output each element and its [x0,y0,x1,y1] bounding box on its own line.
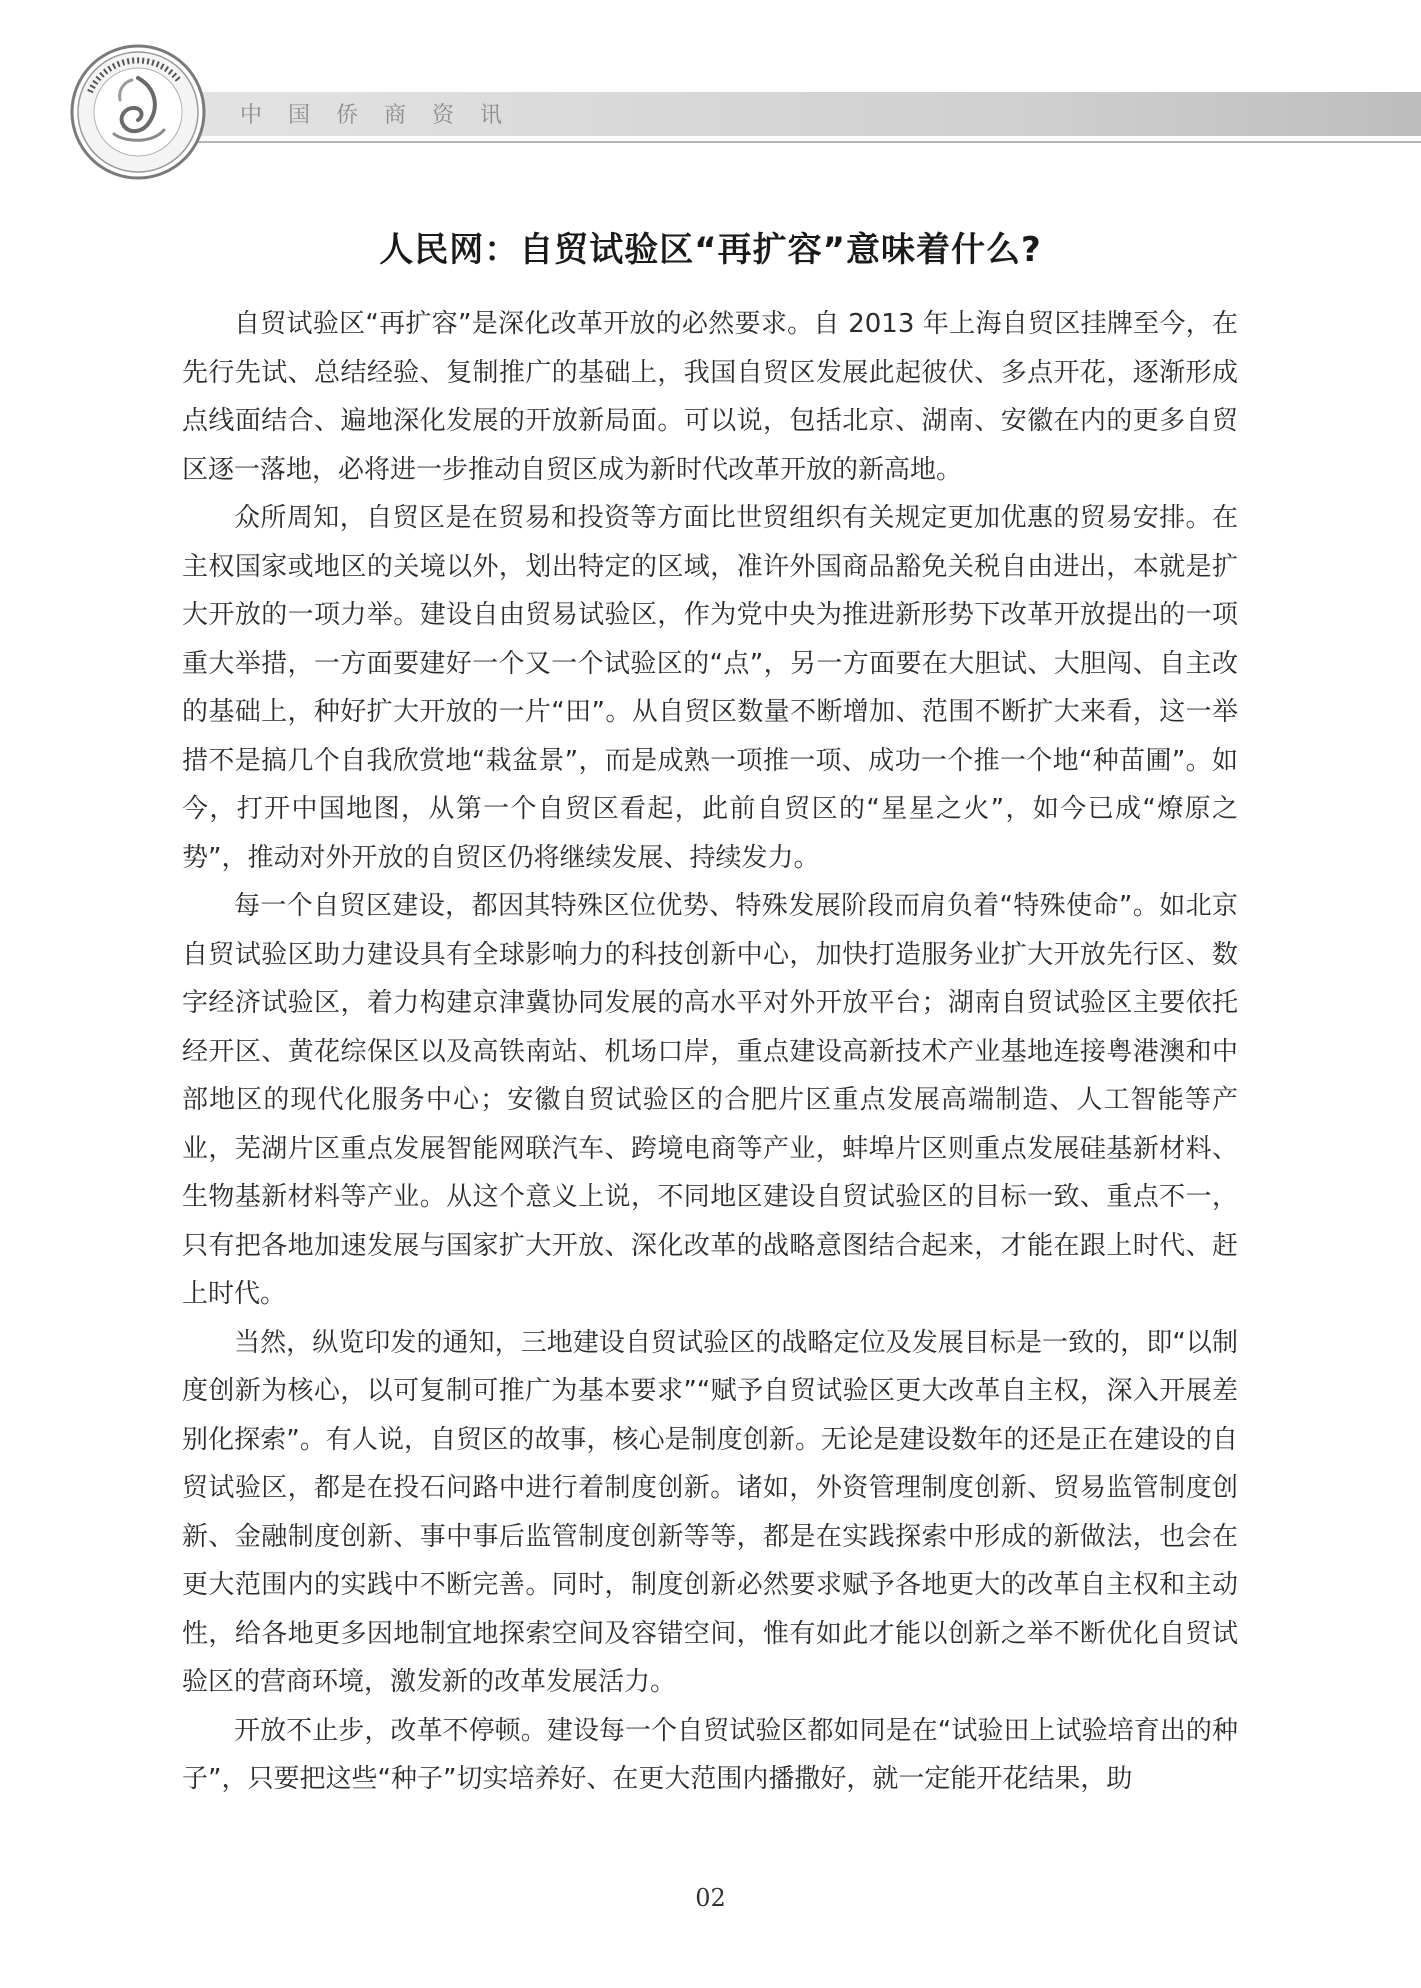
paragraph: 众所周知，自贸区是在贸易和投资等方面比世贸组织有关规定更加优惠的贸易安排。在主权国家或地区的关境以外，划出特定的区域，准许外国商品豁免关税自由进出，本就是扩大开放的一项力举。建设自由贸易试验区，作为党中央为推进新形势下改革开放提出的一项重大举措，一方面要建好一个又一个试验区的“点”，另一方面要在大胆试、大胆闯、自主改的基础上，种好扩大开放的一片“田”。从自贸区数量不断增加、范围不断扩大来看，这一举措不是搞几个自我欣赏地“栽盆景”，而是成熟一项推一项、成功一个推一个地“种苗圃”。如今，打开中国地图，从第一个自贸区看起，此前自贸区的“星星之火”，如今已成“燎原之势”，推动对外开放的自贸区仍将继续发展、持续发力。 [182,503,1238,873]
page-number: 02 [695,1884,726,1912]
publication-title: 中国侨商资讯 [240,103,529,128]
paragraph: 每一个自贸区建设，都因其特殊区位优势、特殊发展阶段而肩负着“特殊使命”。如北京自贸试验区助力建设具有全球影响力的科技创新中心，加快打造服务业扩大开放先行区、数字经济试验区，着力构建京津冀协同发展的高水平对外开放平台；湖南自贸试验区主要依托经开区、黄花综保区以及高铁南站、机场口岸，重点建设高新技术产业基地连接粤港澳和中部地区的现代化服务中心；安徽自贸试验区的合肥片区重点发展高端制造、人工智能等产业，芜湖片区重点发展智能网联汽车、跨境电商等产业，蚌埠片区则重点发展硅基新材料、生物基新材料等产业。从这个意义上说，不同地区建设自贸试验区的目标一致、重点不一，只有把各地加速发展与国家扩大开放、深化改革的战略意图结合起来，才能在跟上时代、赶上时代。 [182,891,1238,1309]
logo-emblem-icon [68,42,208,182]
paragraph: 自贸试验区“再扩容”是深化改革开放的必然要求。自 2013 年上海自贸区挂牌至今，在先行先试、总结经验、复制推广的基础上，我国自贸区发展此起彼伏、多点开花，逐渐形成点线面结合、遍地深化发展的开放新局面。可以说，包括北京、湖南、安徽在内的更多自贸区逐一落地，必将进一步推动自贸区成为新时代改革开放的新高地。 [182,309,1238,485]
header-divider [150,141,1421,143]
paragraph: 开放不止步，改革不停顿。建设每一个自贸试验区都如同是在“试验田上试验培育出的种子”，只要把这些“种子”切实培养好、在更大范围内播撒好，就一定能开花结果，助 [182,1715,1238,1794]
article-title: 人民网：自贸试验区“再扩容”意味着什么? [379,230,1042,270]
article-body [182,300,1238,1804]
paragraph: 当然，纵览印发的通知，三地建设自贸试验区的战略定位及发展目标是一致的，即“以制度创新为核心，以可复制可推广为基本要求”“赋予自贸试验区更大改革自主权，深入开展差别化探索”。有人说，自贸区的故事，核心是制度创新。无论是建设数年的还是正在建设的自贸试验区，都是在投石问路中进行着制度创新。诸如，外资管理制度创新、贸易监管制度创新、金融制度创新、事中事后监管制度创新等等，都是在实践探索中形成的新做法，也会在更大范围内的实践中不断完善。同时，制度创新必然要求赋予各地更大的改革自主权和主动性，给各地更多因地制宜地探索空间及容错空间，惟有如此才能以创新之举不断优化自贸试验区的营商环境，激发新的改革发展活力。 [182,1327,1238,1697]
